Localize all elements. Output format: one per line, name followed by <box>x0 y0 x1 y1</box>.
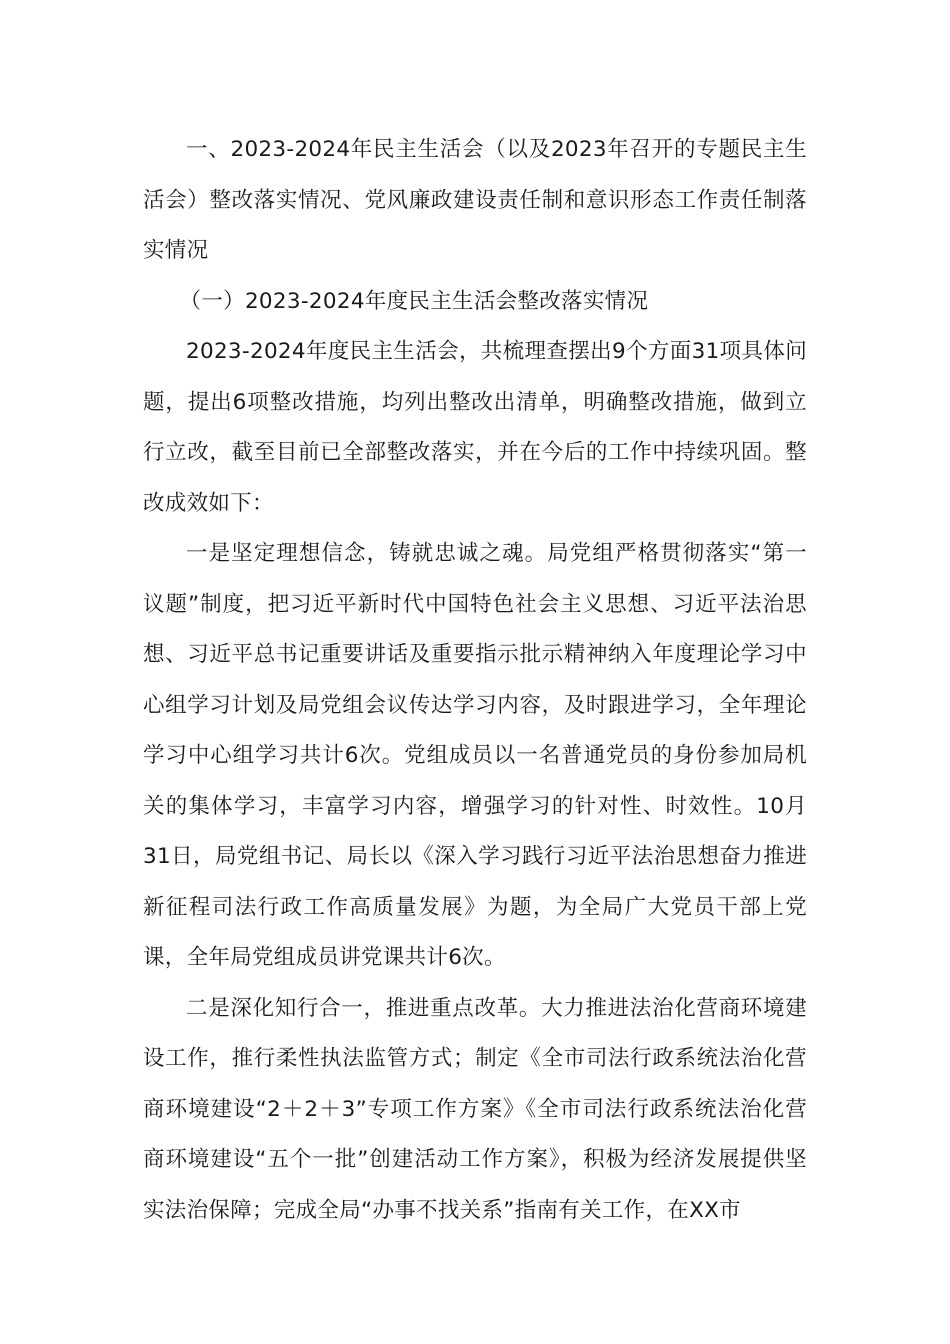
document-body <box>143 125 807 1236</box>
section-heading: 一、2023-2024年民主生活会（以及2023年召开的专题民主生活会）整改落实情况、党风廉政建设责任制和意识形态工作责任制落实情况 <box>143 137 807 263</box>
paragraph-point-1: 一是坚定理想信念，铸就忠诚之魂。局党组严格贯彻落实“第一议题”制度，把习近平新时代中国特色社会主义思想、习近平法治思想、习近平总书记重要讲话及重要指示批示精神纳入年度理论学习中心组学习计划及局党组会议传达学习内容，及时跟进学习，全年理论学习中心组学习共计6次。党组成员以一名普通党员的身份参加局机关的集体学习，丰富学习内容，增强学习的针对性、时效性。10月31日，局党组书记、局长以《深入学习践行习近平法治思想奋力推进新征程司法行政工作高质量发展》为题，为全局广大党员干部上党课，全年局党组成员讲党课共计6次。 <box>143 541 807 970</box>
subsection-heading: （一）2023-2024年度民主生活会整改落实情况 <box>179 288 649 314</box>
paragraph-summary: 2023-2024年度民主生活会，共梳理查摆出9个方面31项具体问题，提出6项整改措施，均列出整改出清单，明确整改措施，做到立行立改，截至目前已全部整改落实，并在今后的工作中持续巩固。整改成效如下： <box>143 339 807 516</box>
paragraph-point-2: 二是深化知行合一，推进重点改革。大力推进法治化营商环境建设工作，推行柔性执法监管方式；制定《全市司法行政系统法治化营商环境建设“2＋2＋3”专项工作方案》《全市司法行政系统法治化营商环境建设“五个一批”创建活动工作方案》，积极为经济发展提供坚实法治保障；完成全局“办事不找关系”指南有关工作，在XX市 <box>143 995 807 1223</box>
